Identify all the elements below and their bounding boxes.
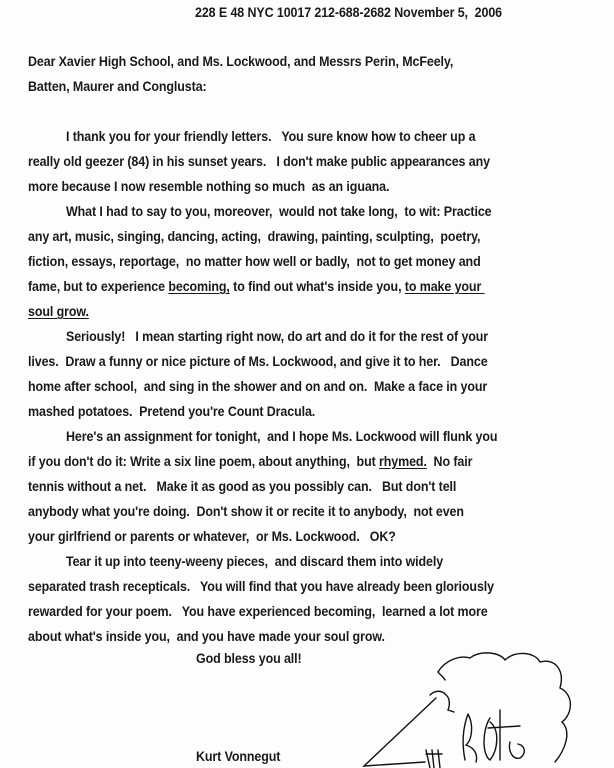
body-text: more because I now resemble nothing so much as an iguana.	[28, 179, 390, 194]
body-text: Seriously! I mean starting right now, do art and do it for the rest of your	[66, 329, 489, 344]
underlined-text: soul grow.	[28, 304, 89, 319]
body-text: lives. Draw a funny or nice picture of Ms. Lockwood, and give it to her. Dance	[28, 354, 488, 369]
signature-name: Kurt Vonnegut	[196, 749, 281, 764]
body-text: Dear Xavier High School, and Ms. Lockwood, and Messrs Perin, McFeely,	[28, 54, 454, 69]
body-text: really old geezer (84) in his sunset years. I don't make public appearances any	[28, 154, 490, 169]
underlined-text: becoming,	[168, 279, 230, 294]
body-line	[28, 154, 490, 169]
signature-drawing	[350, 650, 614, 768]
body-line	[66, 329, 488, 344]
body-text: Tear it up into teeny-weeny pieces, and discard them into widely	[66, 554, 444, 569]
body-text: about what's inside you, and you have made your soul grow.	[28, 629, 385, 644]
body-line	[28, 604, 488, 619]
body-line	[28, 529, 396, 544]
underlined-text: rhymed.	[379, 454, 427, 469]
body-text: fame, but to experience	[28, 279, 169, 294]
body-text: Batten, Maurer and Conglusta:	[28, 79, 207, 94]
letterhead-address-date: 228 E 48 NYC 10017 212-688-2682 November 5, 2006	[195, 5, 503, 20]
body-text: your girlfriend or parents or whatever, or Ms. Lockwood. OK?	[28, 529, 396, 544]
underlined-text: to make your	[404, 279, 485, 294]
body-line	[28, 229, 480, 244]
body-line	[66, 554, 443, 569]
body-text: tennis without a net. Make it as good as you possibly can. But don't tell	[28, 479, 457, 494]
body-line	[28, 579, 494, 594]
body-line	[28, 304, 89, 319]
body-line	[28, 354, 488, 369]
body-text: separated trash recepticals. You will find that you have already been gloriously	[28, 579, 494, 594]
body-line	[28, 79, 207, 94]
body-text: rewarded for your poem. You have experienced becoming, learned a lot more	[28, 604, 488, 619]
body-line	[28, 504, 464, 519]
body-line	[28, 254, 481, 269]
body-line	[28, 629, 385, 644]
body-text: fiction, essays, reportage, no matter how well or badly, not to get money and	[28, 254, 481, 269]
body-line	[28, 479, 456, 494]
closing-line: God bless you all!	[196, 651, 302, 666]
body-text: What I had to say to you, moreover, would not take long, to wit: Practice	[66, 204, 492, 219]
body-text: anybody what you're doing. Don't show it or recite it to anybody, not even	[28, 504, 464, 519]
body-text: to find out what's inside you,	[229, 279, 405, 294]
body-text: if you don't do it: Write a six line poem, about anything, but	[28, 454, 380, 469]
body-line	[28, 454, 472, 469]
body-line	[66, 429, 497, 444]
body-line	[28, 404, 315, 419]
body-text: No fair	[426, 454, 473, 469]
body-text: mashed potatoes. Pretend you're Count Dracula.	[28, 404, 316, 419]
body-text: I thank you for your friendly letters. You sure know how to cheer up a	[66, 129, 476, 144]
body-line	[28, 279, 485, 294]
body-line	[28, 54, 453, 69]
body-line	[28, 179, 389, 194]
body-line	[66, 129, 475, 144]
body-text: Here's an assignment for tonight, and I hope Ms. Lockwood will flunk you	[66, 429, 498, 444]
body-text: home after school, and sing in the shower and on and on. Make a face in your	[28, 379, 488, 394]
body-text: any art, music, singing, dancing, acting, drawing, painting, sculpting, poetry,	[28, 229, 481, 244]
body-line	[28, 379, 487, 394]
body-line	[66, 204, 491, 219]
